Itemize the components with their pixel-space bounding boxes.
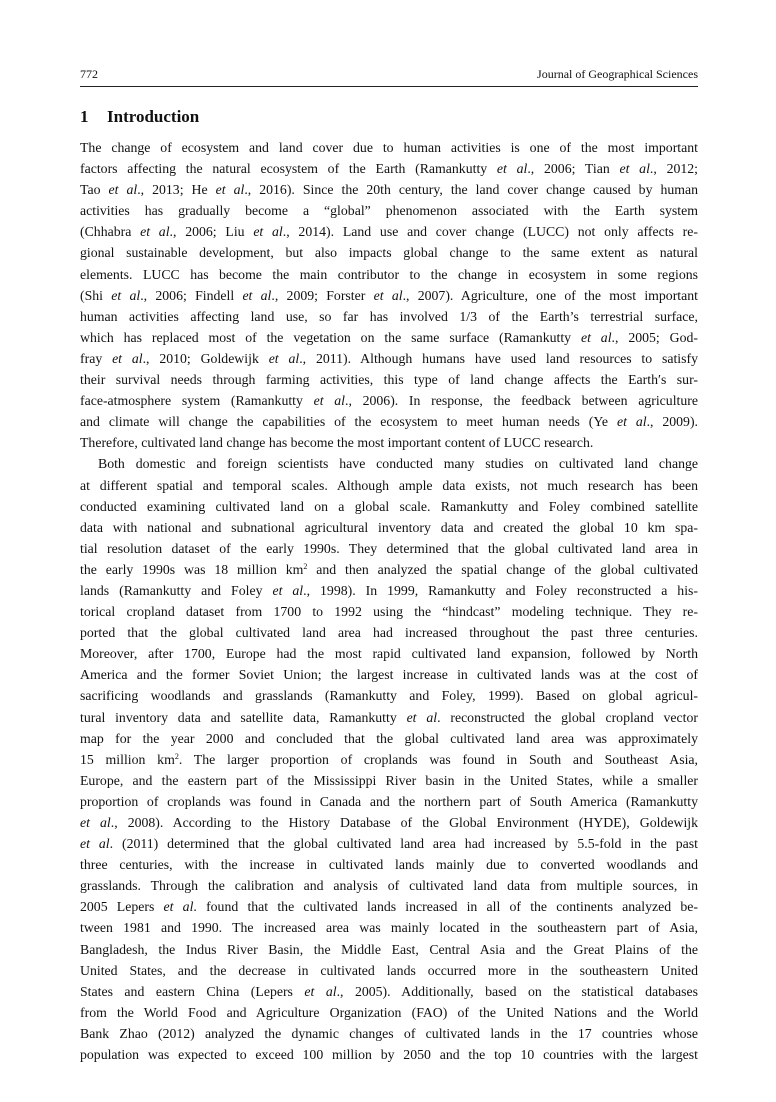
text-line: at different spatial and temporal scales. Although ample data exists, not much research has been [80, 477, 698, 493]
text-line: lands (Ramankutty and Foley et al., 1998). In 1999, Ramankutty and Foley reconstructed a his- [80, 582, 698, 598]
text-line: elements. LUCC has become the main contributor to the change in ecosystem in some regions [80, 266, 698, 282]
text-line: Both domestic and foreign scientists have conducted many studies on cultivated land change [98, 456, 698, 472]
text-line: Therefore, cultivated land change has become the most important content of LUCC research. [80, 435, 594, 451]
text-line: Europe, and the eastern part of the Mississippi River basin in the United States, while a smaller [80, 772, 698, 788]
text-line: which has replaced most of the vegetation on the same surface (Ramankutty et al., 2005; God- [80, 329, 698, 345]
text-line: conducted examining cultivated land on a global scale. Ramankutty and Foley combined satellite [80, 498, 698, 514]
text-line: et al., 2008). According to the History Database of the Global Environment (HYDE), Goldewijk [80, 815, 699, 830]
text-line: human activities affecting land use, so far has involved 1/3 of the Earth’s terrestrial surface, [80, 308, 698, 324]
text-line: America and the former Soviet Union; the largest increase in cultivated lands was at the cost of [80, 667, 698, 683]
section-number: 1 [80, 107, 89, 126]
paragraph-1 [80, 137, 698, 453]
paragraph-2 [80, 453, 698, 1065]
text-line: Moreover, after 1700, Europe had the most rapid cultivated land expansion, followed by North [80, 646, 698, 662]
text-line: (Chhabra et al., 2006; Liu et al., 2014). Land use and cover change (LUCC) not only affects re- [80, 224, 698, 240]
text-line: grasslands. Through the calibration and analysis of cultivated land data from multiple sources, in [80, 878, 698, 894]
section-heading [80, 107, 199, 127]
text-line: United States, and the decrease in cultivated lands occurred more in the southeastern United [80, 962, 698, 978]
text-line: ported that the global cultivated land area had increased throughout the past three centuries. [80, 625, 698, 641]
text-line: tween 1981 and 1990. The increased area was mainly located in the southeastern part of Asia, [80, 920, 698, 936]
text-line: fray et al., 2010; Goldewijk et al., 2011). Although humans have used land resources to satisfy [80, 350, 698, 366]
text-line: torical cropland dataset from 1700 to 1992 using the “hindcast” modeling technique. They re- [80, 604, 698, 620]
text-line: gional sustainable development, but also impacts global change to the same extent as natural [80, 245, 698, 261]
text-line: (Shi et al., 2006; Findell et al., 2009; Forster et al., 2007). Agriculture, one of the most important [80, 287, 698, 303]
text-line: map for the year 2000 and concluded that the global cultivated land area was approximately [80, 730, 698, 746]
text-line: three centuries, with the increase in cultivated lands mainly due to converted woodlands and [80, 857, 698, 873]
text-line: et al. (2011) determined that the global cultivated land area had increased by 5.5-fold in the past [80, 836, 698, 852]
text-line: 15 million $km^2$. The larger proportion of croplands was found in South and Southeast Asia, [80, 751, 698, 767]
text-line: activities has gradually become a “global” phenomenon associated with the Earth system [80, 203, 698, 219]
text-line: tial resolution dataset of the early 1990s. They determined that the global cultivated land area in [80, 540, 698, 556]
body-text [80, 137, 698, 1065]
text-line: population was expected to exceed 100 million by 2050 and the top 10 countries with the largest [80, 1047, 698, 1063]
text-line: data with national and subnational agricultural inventory data and created the global 10 km spa- [80, 519, 698, 535]
text-line: The change of ecosystem and land cover due to human activities is one of the most important [80, 140, 698, 155]
running-header [80, 64, 698, 87]
text-line: their survival needs through farming activities, this type of land change affects the Earth′s sur- [80, 372, 698, 388]
text-line: Bank Zhao (2012) analyzed the dynamic changes of cultivated lands in the 17 countries whose [80, 1025, 698, 1041]
text-line: 2005 Lepers et al. found that the cultivated lands increased in all of the continents analyzed be- [80, 899, 698, 915]
text-line: from the World Food and Agriculture Organization (FAO) of the United Nations and the World [80, 1004, 698, 1020]
section-title: Introduction [107, 107, 200, 126]
text-line: Tao et al., 2013; He et al., 2016). Since the 20th century, the land cover change caused by human [80, 182, 699, 198]
text-line: Bangladesh, the Indus River Basin, the Middle East, Central Asia and the Great Plains of the [80, 941, 698, 957]
page-number: 772 [80, 67, 98, 81]
journal-name: Journal of Geographical Sciences [537, 67, 698, 81]
text-line: proportion of croplands was found in Canada and the northern part of South America (Ramankutty [80, 793, 698, 809]
text-line: sacrificing woodlands and grasslands (Ramankutty and Foley, 1999). Based on global agricul- [80, 688, 698, 704]
text-line: States and eastern China (Lepers et al., 2005). Additionally, based on the statistical databases [80, 983, 699, 999]
text-line: and climate will change the capabilities of the ecosystem to meet human needs (Ye et al., 2009). [80, 414, 698, 430]
text-line: tural inventory data and satellite data, Ramankutty et al. reconstructed the global cropland vector [80, 709, 699, 725]
text-line: factors affecting the natural ecosystem of the Earth (Ramankutty et al., 2006; Tian et al., 2012; [80, 161, 698, 177]
text-line: the early 1990s was 18 million $km^2$ and then analyzed the spatial change of the global cultivated [80, 561, 698, 577]
text-line: face-atmosphere system (Ramankutty et al., 2006). In response, the feedback between agriculture [80, 393, 698, 409]
